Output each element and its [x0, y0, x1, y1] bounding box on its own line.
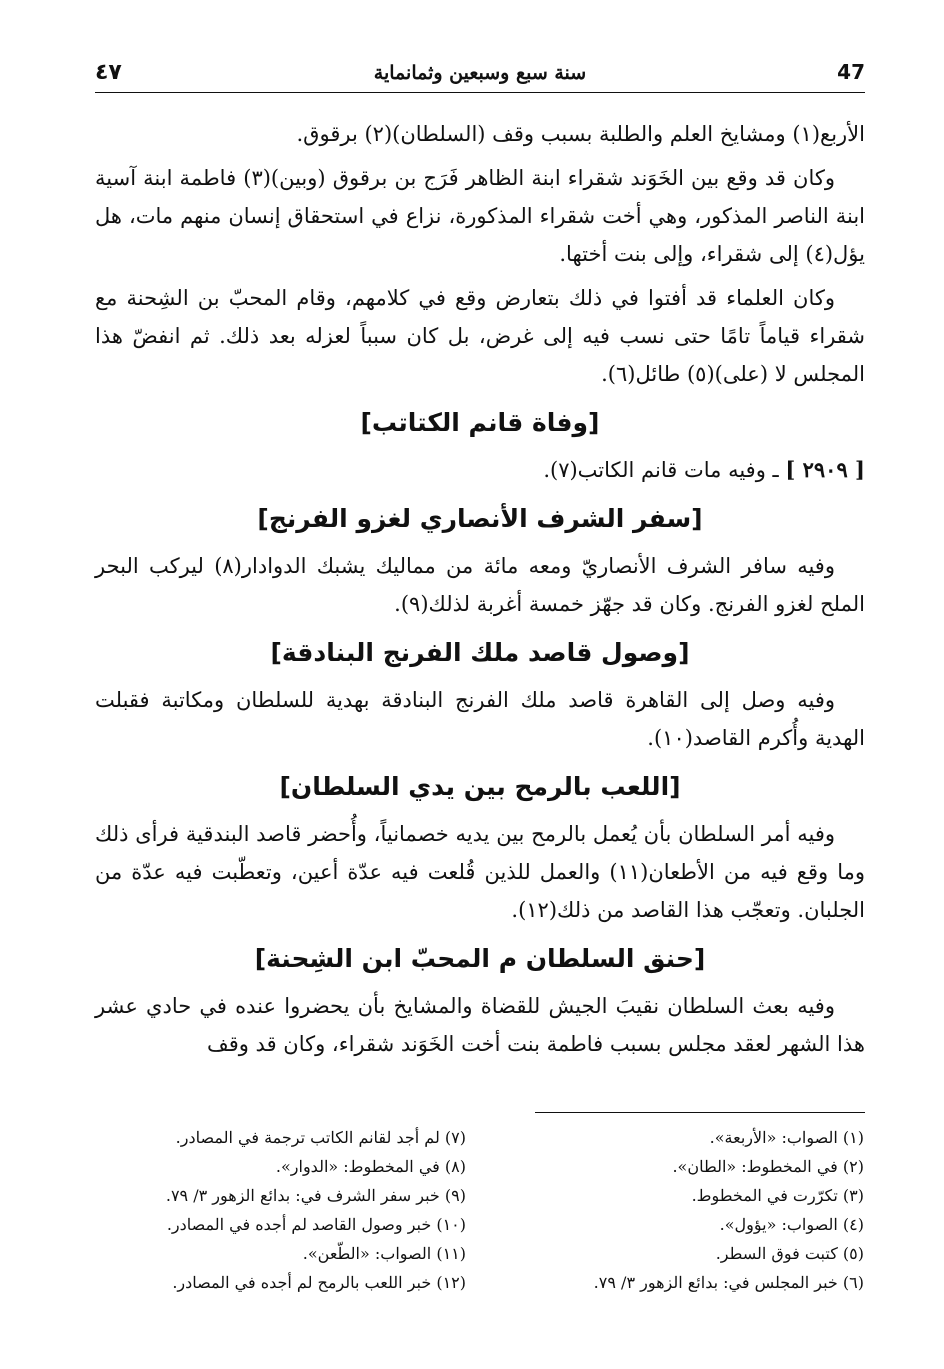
- footnote: (٢) في المخطوط: «الطان».: [672, 1157, 864, 1176]
- footnotes-left-column: [86, 1123, 466, 1297]
- paragraph: الأربع(١) ومشايخ العلم والطلبة بسبب وقف (السلطان)(٢) برقوق.: [296, 122, 865, 146]
- entry-number: [ ٢٩٠٩ ]: [785, 457, 865, 482]
- paragraph: وفيه وصل إلى القاهرة قاصد ملك الفرنج البنادقة بهدية للسلطان ومكاتبة فقبلت الهدية وأُكرم القاصد(١٠).: [95, 688, 865, 750]
- footnote: (١١) الصواب: «الطّعن».: [302, 1244, 466, 1263]
- book-page: [95, 58, 865, 1069]
- footnote: (٥) كتبت فوق السطر.: [715, 1244, 864, 1263]
- section-heading: [وصول قاصد ملك الفرنج البنادقة]: [270, 638, 690, 667]
- main-text: [95, 115, 865, 1063]
- page-number-arabic: ٤٧: [95, 60, 122, 85]
- footnote: (٩) خبر سفر الشرف في: بدائع الزهور ٣/ ٧٩.: [165, 1186, 466, 1205]
- footnote: (٣) تكرّرت في المخطوط.: [691, 1186, 864, 1205]
- running-title: سنة سبع وسبعين وثمانماية: [373, 62, 587, 84]
- footnote: (٧) لم أجد لقانم الكاتب ترجمة في المصادر.: [175, 1128, 466, 1147]
- footnote: (٨) في المخطوط: «الدوار».: [275, 1157, 466, 1176]
- footnote: (٦) خبر المجلس في: بدائع الزهور ٣/ ٧٩.: [593, 1273, 864, 1292]
- paragraph: وفيه سافر الشرف الأنصاريّ ومعه مائة من مماليك يشبك الدوادار(٨) ليركب البحر الملح لغزو الفرنج. وكان قد جهّز خمسة أغربة لذلك(٩).: [95, 554, 865, 616]
- paragraph: وفيه أمر السلطان بأن يُعمل بالرمح بين يديه خصمانياً، وأُحضر قاصد البندقية فرأى ذلك وما وقع فيه من الأطعان(١١) والعمل للذين قُلعت فيه عدّة أعين، وتعطّبت فيه عدّة من الجلبان. وتعجّب هذا القاصد من ذلك(١٢).: [95, 822, 865, 922]
- section-heading: [سفر الشرف الأنصاري لغزو الفرنج]: [257, 504, 703, 533]
- footnote: (٤) الصواب: «يؤول».: [719, 1215, 864, 1234]
- entry-line: [95, 451, 865, 489]
- footnote: (١) الصواب: «الأربعة».: [709, 1128, 864, 1147]
- section-heading: [حنق السلطان م المحبّ ابن الشِحنة]: [254, 944, 706, 973]
- paragraph: وكان قد وقع بين الخَوَند شقراء ابنة الظاهر فَرَج بن برقوق (وبين)(٣) فاطمة ابنة آسية ابنة الناصر المذكور، وهي أخت شقراء المذكورة، نزاع في استحقاق إنسان منهم مات، هل يؤل(٤) إلى شقراء، وإلى بنت أختها.: [95, 166, 865, 266]
- entry-text: ـ وفيه مات قانم الكاتب(٧).: [543, 458, 779, 482]
- footnote: (١٠) خبر وصول القاصد لم أجده في المصادر.: [166, 1215, 466, 1234]
- section-heading: [وفاة قانم الكتاتب]: [360, 408, 600, 437]
- footnotes-right-column: [504, 1123, 864, 1297]
- section-heading: [اللعب بالرمح بين يدي السلطان]: [279, 772, 681, 801]
- page-number-latin: 47: [837, 60, 865, 84]
- paragraph: وكان العلماء قد أفتوا في ذلك بتعارض وقع في كلامهم، وقام المحبّ بن الشِحنة مع شقراء قياماً تامًا حتى نسب فيه إلى غرض، بل كان سبباً لعزله بعد ذلك. ثم انفضّ هذا المجلس لا (على)(٥) طائل(٦).: [95, 286, 865, 386]
- page-header: [95, 58, 865, 93]
- footnote-divider: [535, 1112, 865, 1113]
- footnote: (١٢) خبر اللعب بالرمح لم أجده في المصادر.: [172, 1273, 466, 1292]
- paragraph: وفيه بعث السلطان نقيبَ الجيش للقضاة والمشايخ بأن يحضروا عنده في حادي عشر هذا الشهر لعقد مجلس بسبب فاطمة بنت أخت الخَوَند شقراء، وكان قد وقف: [95, 994, 865, 1056]
